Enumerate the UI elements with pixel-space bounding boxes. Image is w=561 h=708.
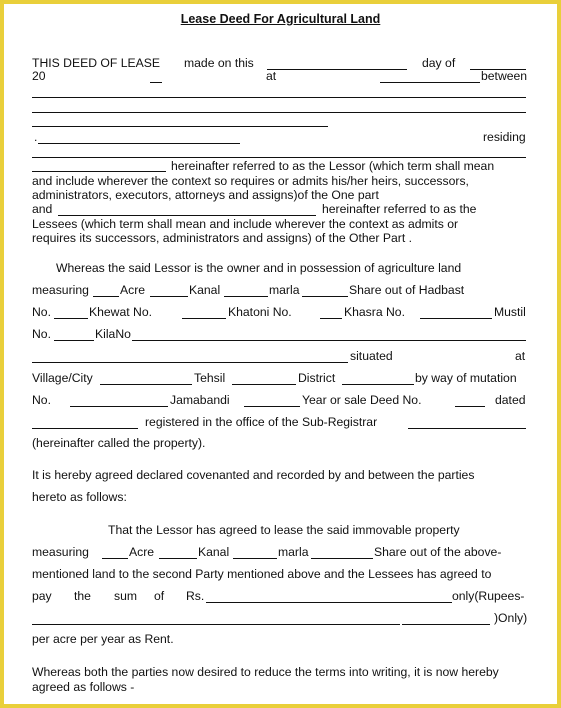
mutation-label: by way of mutation <box>415 371 517 385</box>
district-blank[interactable] <box>342 384 414 385</box>
document-title: Lease Deed For Agricultural Land <box>180 12 381 26</box>
kila-label: KilaNo <box>95 327 131 341</box>
kanal-blank[interactable] <box>150 296 188 297</box>
place-blank[interactable] <box>380 82 480 83</box>
hadbast-blank[interactable] <box>54 318 88 319</box>
clause-line-1: That the Lessor has agreed to lease the said immovable property <box>108 523 460 537</box>
share-hadbast-label: Share out of Hadbast <box>349 283 465 297</box>
clause-marla-blank[interactable] <box>233 558 277 559</box>
final-line-2: agreed as follows - <box>32 680 135 694</box>
dated-blank[interactable] <box>32 428 138 429</box>
at-label: at <box>266 69 277 83</box>
rent-amount-blank[interactable] <box>206 602 452 603</box>
acre-blank[interactable] <box>93 296 119 297</box>
rupees-words-blank-2[interactable] <box>402 624 490 625</box>
residing-label: residing <box>483 130 526 144</box>
mustil-label: Mustil <box>494 305 526 319</box>
party-blank-1[interactable] <box>32 97 526 98</box>
lessor-definition: hereinafter referred to as the Lessor (which term shall mean <box>171 159 495 173</box>
khewat-label: Khewat No. <box>89 305 153 319</box>
of-label: of <box>154 589 165 603</box>
mustil-blank[interactable] <box>54 340 94 341</box>
share-blank[interactable] <box>302 296 348 297</box>
lessee-definition: hereinafter referred to as the <box>322 202 477 216</box>
tehsil-label: Tehsil <box>194 371 226 385</box>
year-blank[interactable] <box>150 82 162 83</box>
dot-mark: . <box>34 130 38 144</box>
clause-acre-label: Acre <box>129 545 155 559</box>
lessor-line-2: and include wherever the context so requires or admits his/her heirs, successors, <box>32 174 469 188</box>
whereas-line-1: Whereas the said Lessor is the owner and in possession of agriculture land <box>56 261 462 275</box>
acre-label: Acre <box>120 283 146 297</box>
sale-deed-label: Year or sale Deed No. <box>302 393 422 407</box>
address-blank-2[interactable] <box>32 171 166 172</box>
clause-kanal-label: Kanal <box>198 545 230 559</box>
mustil-no-label: No. <box>32 327 51 341</box>
khasra-label: Khasra No. <box>344 305 405 319</box>
kila-blank[interactable] <box>132 340 526 341</box>
clause-acre-blank[interactable] <box>102 558 128 559</box>
measuring-label: measuring <box>32 283 89 297</box>
day-of-label: day of <box>422 56 456 70</box>
only-close-label: )Only) <box>494 611 528 625</box>
lessees-line: Lessees (which term shall mean and include wherever the context as admits or <box>32 217 459 231</box>
tehsil-blank[interactable] <box>232 384 296 385</box>
address-blank[interactable] <box>32 157 526 158</box>
final-line-1: Whereas both the parties now desired to reduce the terms into writing, it is now hereby <box>32 665 499 679</box>
and-label: and <box>32 202 53 216</box>
situated-label: situated <box>350 349 393 363</box>
rs-label: Rs. <box>186 589 205 603</box>
clause-share-label: Share out of the above- <box>374 545 502 559</box>
clause-kanal-blank[interactable] <box>159 558 197 559</box>
registered-label: registered in the office of the Sub-Registrar <box>145 415 378 429</box>
between-label: between <box>481 69 528 83</box>
party-blank-3[interactable] <box>32 126 328 127</box>
hadbast-no-label: No. <box>32 305 51 319</box>
sale-deed-blank[interactable] <box>455 406 485 407</box>
lessor-line-3: administrators, executors, attorneys and assigns)of the One part <box>32 188 379 202</box>
mutation-no-label: No. <box>32 393 51 407</box>
district-label: District <box>298 371 336 385</box>
the-label: the <box>74 589 91 603</box>
village-label: Village/City <box>32 371 93 385</box>
year-prefix: 20 <box>32 69 46 83</box>
village-blank[interactable] <box>100 384 192 385</box>
location-blank[interactable] <box>32 362 348 363</box>
rupees-words-blank[interactable] <box>32 624 400 625</box>
party-blank-2[interactable] <box>32 112 526 113</box>
clause-line-3: mentioned land to the second Party mentioned above and the Lessees has agreed to <box>32 567 492 581</box>
residing-blank[interactable] <box>38 143 240 144</box>
jamabandi-blank[interactable] <box>244 406 300 407</box>
marla-blank[interactable] <box>224 296 268 297</box>
khasra-blank[interactable] <box>420 318 492 319</box>
sub-registrar-blank[interactable] <box>408 428 526 429</box>
marla-label: marla <box>269 283 300 297</box>
date-blank[interactable] <box>267 69 407 70</box>
khatoni-label: Khatoni No. <box>228 305 292 319</box>
per-acre-label: per acre per year as Rent. <box>32 632 174 646</box>
agreed-line-1: It is hereby agreed declared covenanted and recorded by and between the parties <box>32 468 475 482</box>
khatoni-blank[interactable] <box>320 318 342 319</box>
only-rupees-label: only(Rupees- <box>452 589 525 603</box>
khewat-blank[interactable] <box>182 318 226 319</box>
agreed-line-2: hereto as follows: <box>32 490 127 504</box>
property-label: (hereinafter called the property). <box>32 436 206 450</box>
kanal-label: Kanal <box>189 283 221 297</box>
clause-marla-label: marla <box>278 545 309 559</box>
dated-label: dated <box>495 393 526 407</box>
clause-measuring-label: measuring <box>32 545 89 559</box>
sum-label: sum <box>114 589 138 603</box>
mutation-blank[interactable] <box>70 406 168 407</box>
situated-at-label: at <box>515 349 526 363</box>
pay-label: pay <box>32 589 52 603</box>
jamabandi-label: Jamabandi <box>170 393 230 407</box>
lessee-blank[interactable] <box>58 215 316 216</box>
clause-share-blank[interactable] <box>311 558 373 559</box>
deed-of-lease-label: THIS DEED OF LEASE <box>32 56 160 70</box>
made-on-label: made on this <box>184 56 254 70</box>
lessees-line-2: requires its successors, administrators and assigns) of the Other Part . <box>32 231 412 245</box>
